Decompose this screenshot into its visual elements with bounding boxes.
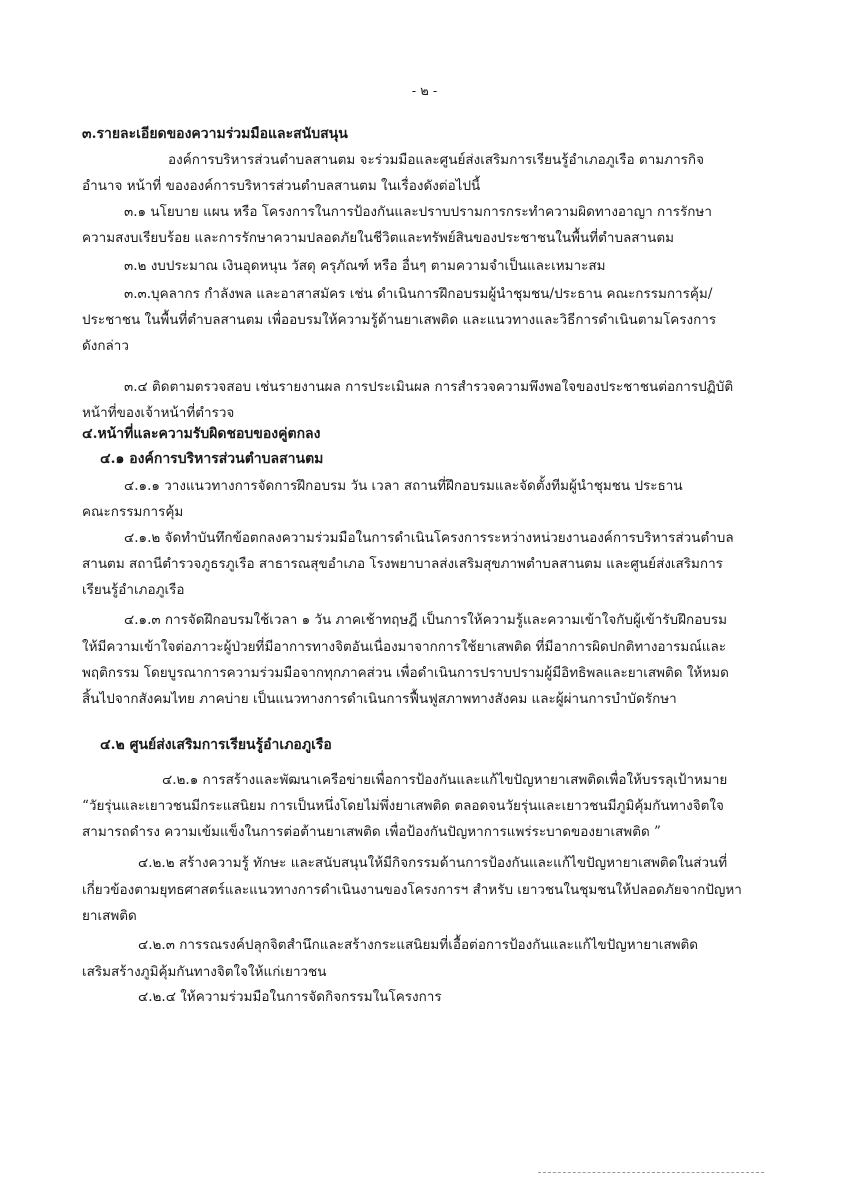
section-3-intro-line-2: อำนาจ หน้าที่ ขององค์การบริหารส่วนตำบลสานตม ในเรื่องดังต่อไปนี้ [82, 178, 481, 194]
section-4-1-heading: ๔.๑ องค์การบริหารส่วนตำบลสานตม [100, 451, 324, 467]
item-3-3-line-1: ๓.๓.บุคลากร กำลังพล และอาสาสมัคร เช่น ดำเนินการฝึกอบรมผู้นำชุมชน/ประธาน คณะกรรมการคุ้ม/ [124, 286, 713, 302]
item-3-4-line-1: ๓.๔ ติดตามตรวจสอบ เช่นรายงานผล การประเมินผล การสำรวจความพึงพอใจของประชาชนต่อการปฏิบัติ [124, 379, 734, 395]
item-4-2-2-line-3: ยาเสพติด [82, 908, 137, 924]
item-4-2-1-line-3: สามารถดำรง ความเข้มแข็งในการต่อต้านยาเสพติด เพื่อป้องกันปัญหาการแพร่ระบาดของยาเสพติด ” [82, 824, 661, 840]
item-3-3-line-2: ประชาชน ในพื้นที่ตำบลสานตม เพื่ออบรมให้ความรู้ด้านยาเสพติด และแนวทางและวิธีการดำเนินตามโครงการ [82, 312, 717, 328]
item-4-1-3-line-3: พฤติกรรม โดยบูรณาการความร่วมมือจากทุกภาคส่วน เพื่อดำเนินการปราบปรามผู้มีอิทธิพลและยาเสพติด ให้หมด [82, 665, 729, 681]
item-4-1-2-line-1: ๔.๑.๒ จัดทำบันทึกข้อตกลงความร่วมมือในการดำเนินโครงการระหว่างหน่วยงานองค์การบริหารส่วนตำบล [124, 530, 734, 546]
item-3-3-line-3: ดังกล่าว [82, 338, 129, 354]
item-4-2-2-line-2: เกี่ยวข้องตามยุทธศาสตร์และแนวทางการดำเนินงานของโครงการฯ สำหรับ เยาวชนในชุมชนให้ปลอดภัยจากปัญหา [82, 882, 742, 898]
page-number: - ๒ - [411, 84, 438, 99]
footer-rule [538, 1172, 764, 1173]
item-4-2-4-line-1: ๔.๒.๔ ให้ความร่วมมือในการจัดกิจกรรมในโครงการ [138, 989, 442, 1005]
item-4-2-3-line-1: ๔.๒.๓ การรณรงค์ปลุกจิตสำนึกและสร้างกระแสนิยมที่เอื้อต่อการป้องกันและแก้ไขปัญหายาเสพติด [138, 937, 699, 953]
section-3-intro-line-1: องค์การบริหารส่วนตำบลสานตม จะร่วมมือและศูนย์ส่งเสริมการเรียนรู้อำเภอภูเรือ ตามภารกิจ [168, 152, 704, 168]
item-3-4-line-2: หน้าที่ของเจ้าหน้าที่ตำรวจ [82, 405, 235, 421]
section-4-2-heading: ๔.๒ ศูนย์ส่งเสริมการเรียนรู้อำเภอภูเรือ [100, 737, 332, 753]
item-4-2-2-line-1: ๔.๒.๒ สร้างความรู้ ทักษะ และสนับสนุนให้มีกิจกรรมด้านการป้องกันและแก้ไขปัญหายาเสพติดในส่วนที่ [138, 855, 728, 871]
item-4-2-3-line-2: เสริมสร้างภูมิคุ้มกันทางจิตใจให้แก่เยาวชน [82, 964, 327, 980]
section-3-heading: ๓.รายละเอียดของความร่วมมือและสนับสนุน [82, 126, 348, 142]
item-4-2-1-line-2: “วัยรุ่นและเยาวชนมีกระแสนิยม การเป็นหนึ่งโดยไม่พึ่งยาเสพติด ตลอดจนวัยรุ่นและเยาวชนมีภูมิคุ้มกันทางจิตใจ [82, 798, 724, 814]
item-4-1-3-line-4: สิ้นไปจากสังคมไทย ภาคบ่าย เป็นแนวทางการดำเนินการฟื้นฟูสภาพทางสังคม และผู้ผ่านการบำบัดรักษา [82, 691, 677, 707]
item-4-1-1-line-1: ๔.๑.๑ วางแนวทางการจัดการฝึกอบรม วัน เวลา สถานที่ฝึกอบรมและจัดตั้งทีมผู้นำชุมชน ประธาน [124, 478, 683, 494]
item-4-1-3-line-2: ให้มีความเข้าใจต่อภาวะผู้ป่วยที่มีอาการทางจิตอันเนื่องมาจากการใช้ยาเสพติด ที่มีอาการผิดปกติทางอารมณ์และ [82, 639, 726, 655]
item-4-1-1-line-2: คณะกรรมการคุ้ม [82, 504, 184, 520]
item-3-2: ๓.๒ งบประมาณ เงินอุดหนุน วัสดุ ครุภัณฑ์ หรือ อื่นๆ ตามความจำเป็นและเหมาะสม [124, 258, 606, 274]
item-3-1-line-2: ความสงบเรียบร้อย และการรักษาความปลอดภัยในชีวิตและทรัพย์สินของประชาชนในพื้นที่ตำบลสานตม [82, 230, 675, 246]
item-4-1-2-line-2: สานตม สถานีตำรวจภูธรภูเรือ สาธารณสุขอำเภอ โรงพยาบาลส่งเสริมสุขภาพตำบลสานตม และศูนย์ส่งเสริมการ [82, 556, 723, 572]
section-4-heading: ๔.หน้าที่และความรับผิดชอบของคู่ตกลง [82, 426, 321, 442]
item-3-1-line-1: ๓.๑ นโยบาย แผน หรือ โครงการในการป้องกันและปราบปรามการกระทำความผิดทางอาญา การรักษา [124, 204, 712, 220]
item-4-2-1-line-1: ๔.๒.๑ การสร้างและพัฒนาเครือข่ายเพื่อการป้องกันและแก้ไขปัญหายาเสพติดเพื่อให้บรรลุเป้าหมาย [162, 772, 728, 788]
item-4-1-3-line-1: ๔.๑.๓ การจัดฝึกอบรมใช้เวลา ๑ วัน ภาคเช้าทฤษฎี เป็นการให้ความรู้และความเข้าใจกับผู้เข้ารับฝึกอบรม [124, 612, 728, 628]
item-4-1-2-line-3: เรียนรู้อำเภอภูเรือ [82, 582, 185, 598]
